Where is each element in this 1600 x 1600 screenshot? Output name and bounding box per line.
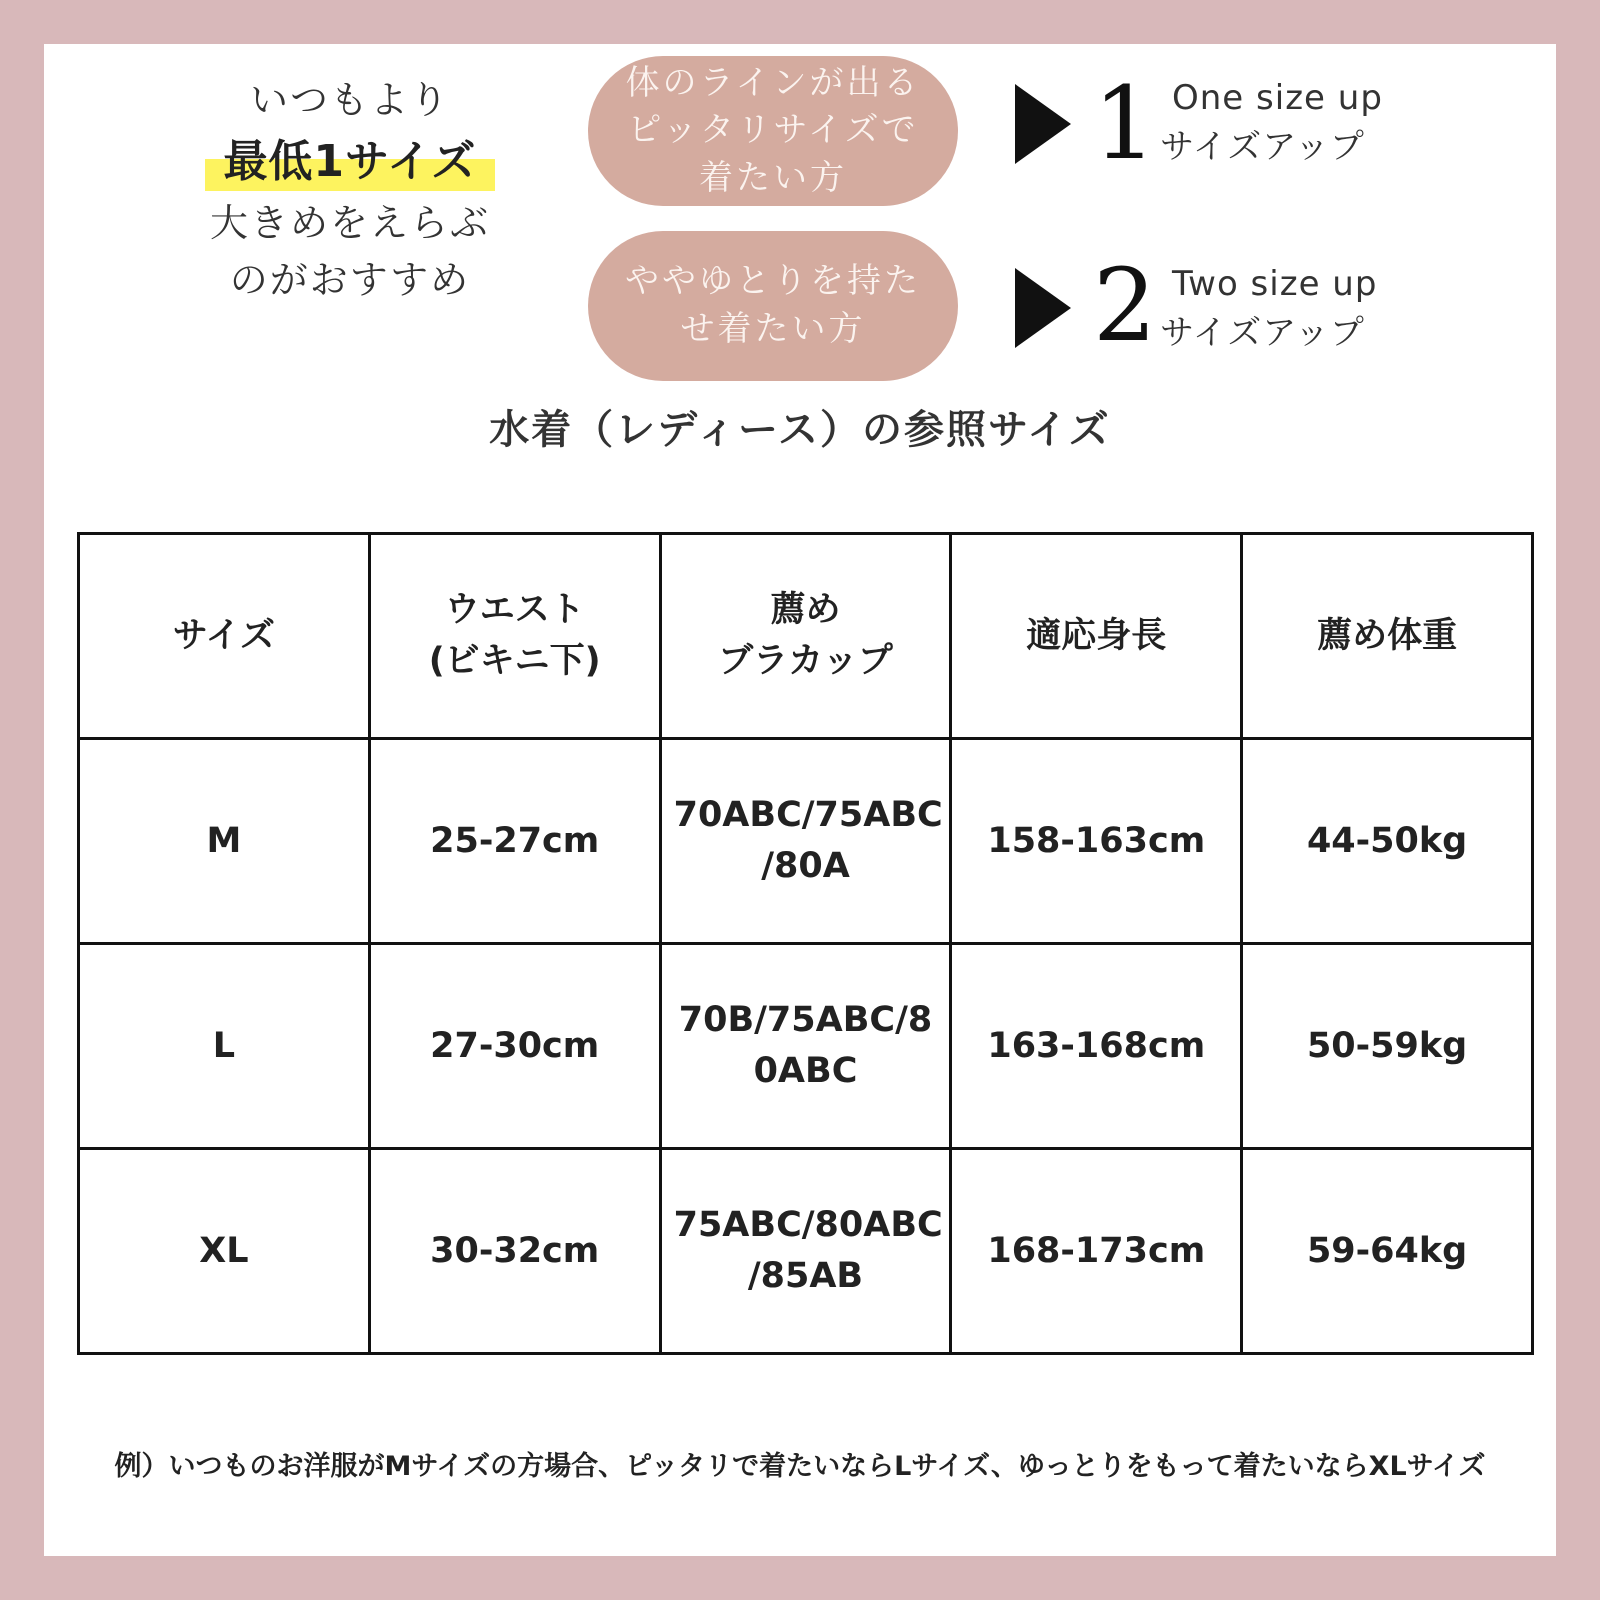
intro-line-3: 大きめをえらぶ	[209, 201, 490, 245]
size-table	[77, 532, 1534, 1355]
table-cell: 70B/75ABC/8 0ABC	[660, 944, 951, 1149]
table-cell: 59-64kg	[1242, 1149, 1533, 1354]
header-cell: 薦め ブラカップ	[660, 534, 951, 739]
header-cell: 適応身長	[951, 534, 1242, 739]
header-cell: ウエスト (ビキニ下)	[369, 534, 660, 739]
option-1-jp: サイズアップ	[1160, 127, 1365, 168]
example-note: 例）いつものお洋服がMサイズの方場合、ピッタリで着たいならLサイズ、ゆっとりをもって着たいならXLサイズ	[114, 1451, 1486, 1482]
table-row	[79, 739, 1533, 944]
option-1-number: 1	[1093, 65, 1157, 182]
option-1-label	[1160, 74, 1383, 173]
option-2-label	[1160, 260, 1377, 359]
table-cell: 25-27cm	[369, 739, 660, 944]
table-cell: 158-163cm	[951, 739, 1242, 944]
table-cell: 75ABC/80ABC /85AB	[660, 1149, 951, 1354]
option-1-en: One size up	[1172, 78, 1383, 118]
table-row	[79, 944, 1533, 1149]
table-row	[79, 1149, 1533, 1354]
option-2-pill-text: ややゆとりを持たせ着たい方	[625, 261, 921, 349]
table-cell: 70ABC/75ABC /80A	[660, 739, 951, 944]
header-cell: 薦め体重	[1242, 534, 1533, 739]
option-1-pill	[588, 56, 958, 206]
option-1-pill-text: 体のラインが出るピッタリサイズで着たい方	[625, 62, 921, 198]
table-cell: L	[79, 944, 370, 1149]
option-2-pill	[588, 231, 958, 381]
play-arrow-icon	[1015, 268, 1071, 348]
table-cell: M	[79, 739, 370, 944]
table-header-row	[79, 534, 1533, 739]
table-cell: 50-59kg	[1242, 944, 1533, 1149]
page-title: 水着（レディース）の参照サイズ	[489, 407, 1111, 453]
table-cell: 163-168cm	[951, 944, 1242, 1149]
intro-highlight-text: 最低1サイズ	[223, 136, 477, 187]
option-2-number: 2	[1093, 247, 1157, 364]
intro-line-4: のがおすすめ	[229, 258, 471, 302]
play-arrow-icon	[1015, 84, 1071, 164]
option-2-jp: サイズアップ	[1160, 313, 1365, 354]
intro-line-1: いつもより	[249, 78, 450, 122]
intro-highlight	[205, 129, 494, 195]
table-cell: 168-173cm	[951, 1149, 1242, 1354]
table-cell: 44-50kg	[1242, 739, 1533, 944]
table-cell: 30-32cm	[369, 1149, 660, 1354]
table-cell: 27-30cm	[369, 944, 660, 1149]
option-2-en: Two size up	[1172, 264, 1378, 304]
table-cell: XL	[79, 1149, 370, 1354]
intro-text	[150, 72, 550, 309]
header-cell: サイズ	[79, 534, 370, 739]
